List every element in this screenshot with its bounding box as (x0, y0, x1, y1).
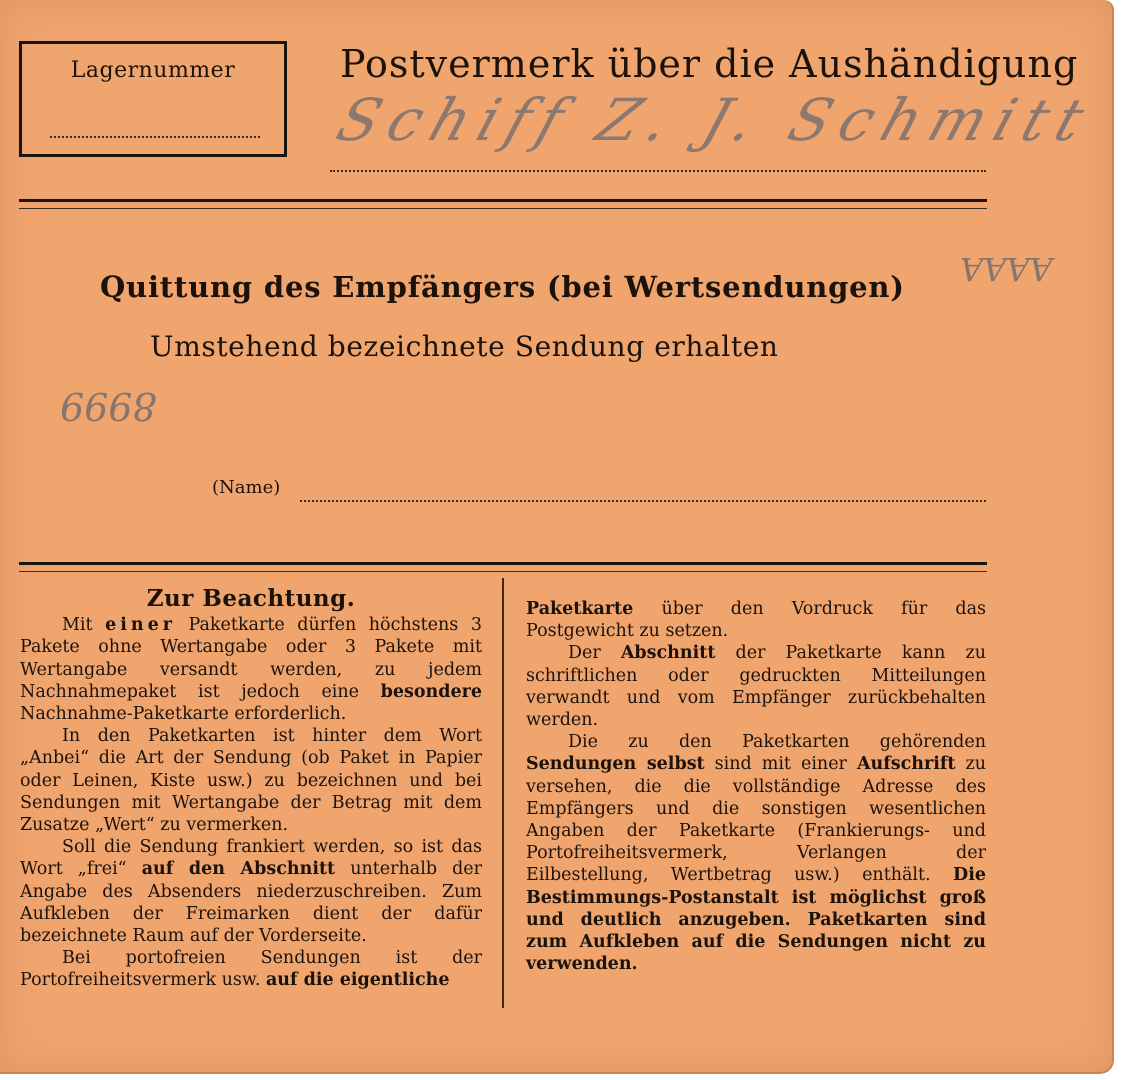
divider-line-thin (19, 208, 987, 209)
lagernummer-label: Lagernummer (70, 58, 236, 83)
lagernummer-box (19, 41, 287, 157)
divider-line (19, 199, 987, 202)
name-dotted-line (300, 500, 986, 502)
postvermerk-dotted-line (330, 170, 986, 172)
postvermerk-heading: Postvermerk über die Aushändigung (340, 42, 1079, 86)
divider-line-thin (19, 571, 987, 572)
beachtung-paragraph: Mit einer Paketkarte dürfen höchstens 3 Pakete ohne Wertangabe oder 3 Pakete mit Wertangabe versandt werden, zu jedem Nachnahmepaket ist jedoch eine besondere Nachnahme-Paketkarte erforderlich. (20, 615, 482, 725)
beachtung-paragraph: Die zu den Paketkarten gehörenden Sendungen selbst sind mit einer Aufschrift zu versehen, die die vollständige Adresse des Empfängers und die sonstigen wesentlichen Angaben der Paketkarte (Frankierungs- und Portofreiheitsvermerk, Verlangen der Eilbestellung, Wertbetrag usw.) enthält. Die Bestimmungs-Postanstalt ist möglichst groß und deutlich anzugeben. Paketkarten sind zum Aufkleben auf die Sendungen nicht zu verwenden. (526, 732, 986, 975)
beachtung-left-column (20, 585, 483, 992)
beachtung-paragraph: Bei portofreien Sendungen ist der Portofreiheitsvermerk usw. auf die eigentliche (20, 948, 482, 991)
column-divider (502, 578, 504, 1008)
beachtung-paragraph: Paketkarte über den Vordruck für das Postgewicht zu setzen. (526, 599, 986, 642)
beachtung-paragraph: In den Paketkarten ist hinter dem Wort „Anbei“ die Art der Sendung (ob Paket in Papier oder Leinen, Kiste usw.) zu bezeichnen und bei Sendungen mit Wertangabe der Betrag mit dem Zusatze „Wert“ zu vermerken. (20, 726, 482, 836)
divider-line (19, 562, 987, 565)
quittung-subtitle: Umstehend bezeichnete Sendung erhalten (150, 330, 779, 363)
name-label: (Name) (212, 477, 281, 498)
beachtung-paragraph: Der Abschnitt der Paketkarte kann zu schriftlichen oder gedruckten Mitteilungen verwandt und vom Empfänger zurückbehalten werden. (526, 643, 986, 731)
lagernummer-dotted-line (50, 136, 260, 138)
handwritten-mark-right: AAAA (960, 250, 1053, 288)
quittung-heading: Quittung des Empfängers (bei Wertsendungen) (100, 270, 905, 304)
beachtung-paragraph: Soll die Sendung frankiert werden, so ist das Wort „frei“ auf den Abschnitt unterhalb der Angabe des Absenders niederzuschreiben. Zum Aufkleben der Freimarken dient der dafür bezeichnete Raum auf der Vorderseite. (20, 837, 483, 947)
beachtung-right-column (526, 598, 986, 975)
handwritten-number: 8999 (60, 384, 157, 428)
handwritten-signature: Schiff Z. J. Schmitt (328, 86, 1103, 154)
beachtung-heading: Zur Beachtung. (146, 585, 356, 612)
